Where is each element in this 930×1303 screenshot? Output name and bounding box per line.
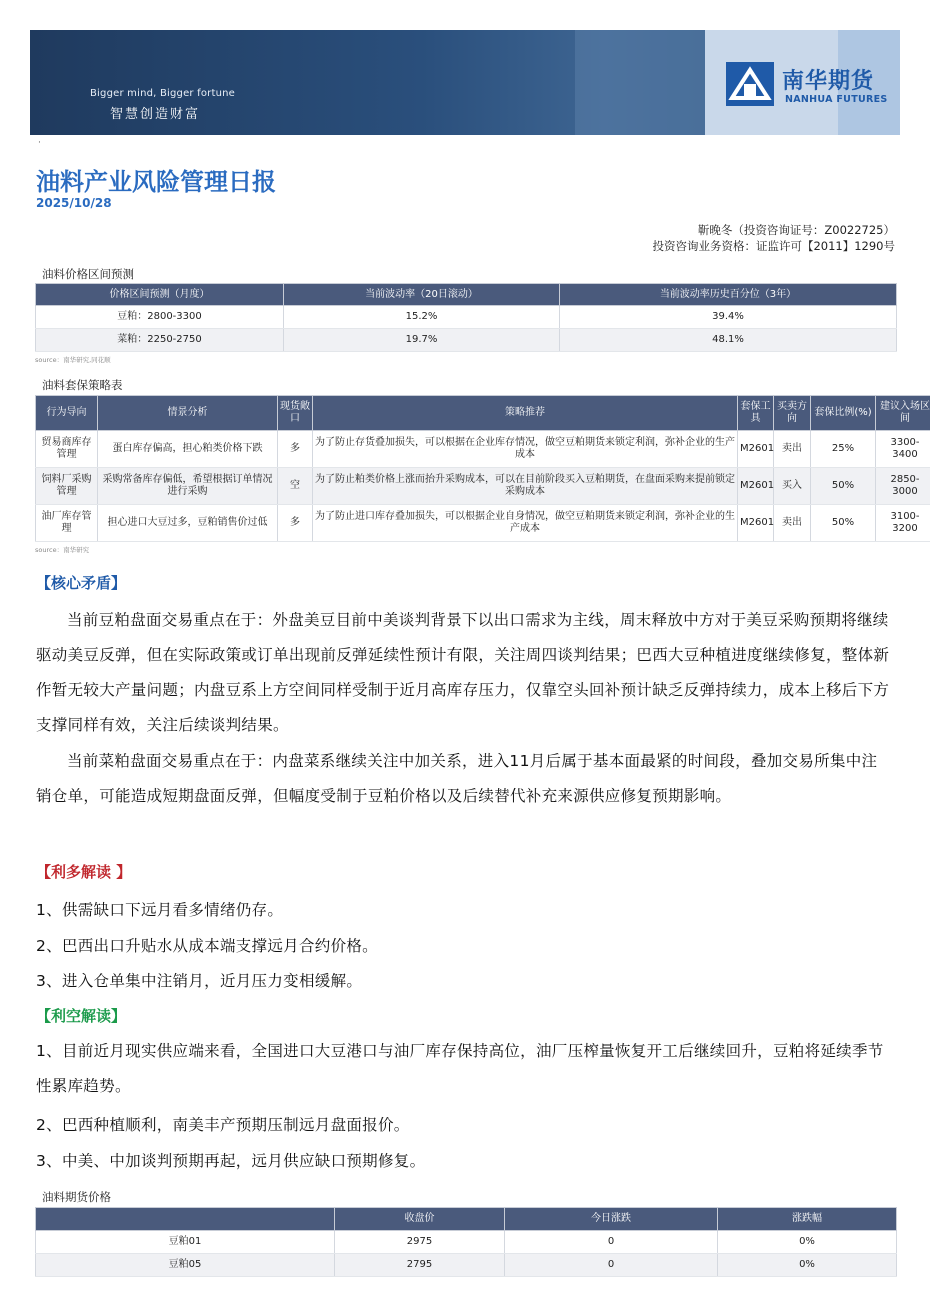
slogan-chinese: 智慧创造财富 <box>110 107 201 122</box>
company-name-cn: 南华期货 <box>782 69 875 94</box>
table-cell: 豆粕：2800-3300 <box>36 306 284 329</box>
nanhua-logo-icon <box>726 62 774 106</box>
bull-item: 1、供需缺口下远月看多情绪仍存。 <box>36 901 284 919</box>
core-paragraph-1: 当前豆粕盘面交易重点在于：外盘美豆目前中美谈判背景下以出口需求为主线，周末释放中方对于美豆采购预期将继续驱动美豆反弹，但在实际政策或订单出现前反弹延续性预计有限，关注周四谈判结果；巴西大豆种植进度继续修复，整体新作暂无较大产量问题；内盘豆系上方空间同样受制于近月高库存压力，仅靠空头回补预计缺乏反弹持续力，成本上移后下方支撑同样有效，关注后续谈判结果。 <box>36 611 890 734</box>
column-header: 现货敞口 <box>278 396 313 431</box>
bear-heading: 【利空解读】 <box>36 1007 127 1025</box>
column-header: 建议入场区间 <box>876 396 930 431</box>
table-cell: 2850-3000 <box>876 468 930 505</box>
bear-item: 1、目前近月现实供应端来看，全国进口大豆港口与油厂库存保持高位，油厂压榨量恢复开工后继续回升，豆粕将延续季节性累库趋势。 <box>36 1042 884 1095</box>
column-header: 当前波动率（20日滚动） <box>284 284 560 306</box>
table-row <box>36 505 930 542</box>
table-cell: 豆粕01 <box>36 1231 335 1254</box>
table-cell: 19.7% <box>284 329 560 352</box>
column-header: 价格区间预测（月度） <box>36 284 284 306</box>
table-cell: 贸易商库存管理 <box>36 431 98 468</box>
table-cell: 3100-3200 <box>876 505 930 542</box>
table-row <box>36 306 897 329</box>
price-range-table <box>35 283 897 352</box>
table-row <box>36 431 930 468</box>
table-cell: 为了防止存货叠加损失，可以根据在企业库存情况，做空豆粕期货来锁定利润，弥补企业的生产成本 <box>313 431 738 468</box>
column-header: 买卖方向 <box>774 396 811 431</box>
table-cell: 3300-3400 <box>876 431 930 468</box>
table-cell: 多 <box>278 505 313 542</box>
table-cell: M2601 <box>738 468 774 505</box>
core-paragraph-2: 当前菜粕盘面交易重点在于：内盘菜系继续关注中加关系，进入11月后属于基本面最紧的时间段，叠加交易所集中注销仓单，可能造成短期盘面反弹，但幅度受制于豆粕价格以及后续替代补充来源供应修复预期影响。 <box>36 752 878 805</box>
table-row <box>36 329 897 352</box>
slogan-english: Bigger mind, Bigger fortune <box>90 88 236 99</box>
table-cell: 50% <box>811 505 876 542</box>
table-cell: 0% <box>718 1254 897 1277</box>
table-row <box>36 1231 897 1254</box>
report-title: 油料产业风险管理日报 <box>36 168 276 196</box>
banner-band <box>575 30 705 135</box>
table-cell: 48.1% <box>560 329 897 352</box>
header-banner <box>30 30 900 135</box>
bullet-dot: · <box>38 138 41 148</box>
report-date: 2025/10/28 <box>36 196 112 210</box>
core-heading: 【核心矛盾】 <box>36 574 127 592</box>
table-cell: 菜粕：2250-2750 <box>36 329 284 352</box>
table-cell: 多 <box>278 431 313 468</box>
column-header: 策略推荐 <box>313 396 738 431</box>
table-cell: 50% <box>811 468 876 505</box>
table-cell: 空 <box>278 468 313 505</box>
table-cell: 饲料厂采购管理 <box>36 468 98 505</box>
table-header-row <box>36 284 897 306</box>
table-cell: 0 <box>505 1254 718 1277</box>
table-cell: 0 <box>505 1231 718 1254</box>
table-cell: M2601 <box>738 431 774 468</box>
bear-item: 2、巴西种植顺利，南美丰产预期压制远月盘面报价。 <box>36 1116 410 1134</box>
company-name-en: NANHUA FUTURES <box>785 94 888 105</box>
table-cell: 买入 <box>774 468 811 505</box>
column-header: 涨跌幅 <box>718 1208 897 1231</box>
table-cell: 采购常备库存偏低，希望根据订单情况进行采购 <box>98 468 278 505</box>
table-cell: 卖出 <box>774 431 811 468</box>
hedge-strategy-table <box>35 395 930 542</box>
bull-item: 2、巴西出口升贴水从成本端支撑远月合约价格。 <box>36 937 378 955</box>
table-cell: 2975 <box>335 1231 505 1254</box>
bull-heading: 【利多解读 】 <box>36 863 132 881</box>
column-header <box>36 1208 335 1231</box>
futures-price-table <box>35 1207 897 1277</box>
table-row <box>36 468 930 505</box>
bear-item: 3、中美、中加谈判预期再起，远月供应缺口预期修复。 <box>36 1152 426 1170</box>
table-cell: 油厂库存管理 <box>36 505 98 542</box>
column-header: 套保工具 <box>738 396 774 431</box>
source-note: source：南华研究 <box>35 546 90 554</box>
column-header: 当前波动率历史百分位（3年） <box>560 284 897 306</box>
table-cell: 25% <box>811 431 876 468</box>
license-line: 投资咨询业务资格：证监许可【2011】1290号 <box>652 239 895 253</box>
column-header: 今日涨跌 <box>505 1208 718 1231</box>
table-cell: M2601 <box>738 505 774 542</box>
table-cell: 豆粕05 <box>36 1254 335 1277</box>
table-header-row <box>36 1208 897 1231</box>
bull-item: 3、进入仓单集中注销月，近月压力变相缓解。 <box>36 972 363 990</box>
table-cell: 2795 <box>335 1254 505 1277</box>
column-header: 情景分析 <box>98 396 278 431</box>
table-cell: 蛋白库存偏高，担心粕类价格下跌 <box>98 431 278 468</box>
price-range-label: 油料价格区间预测 <box>42 267 134 281</box>
table-header-row <box>36 396 930 431</box>
table-cell: 卖出 <box>774 505 811 542</box>
table-cell: 担心进口大豆过多，豆粕销售价过低 <box>98 505 278 542</box>
author-line: 靳晚冬（投资咨询证号：Z0022725） <box>697 223 895 237</box>
hedge-table-label: 油料套保策略表 <box>42 378 123 392</box>
source-note: source：南华研究,同花顺 <box>35 356 111 364</box>
column-header: 套保比例(%) <box>811 396 876 431</box>
column-header: 收盘价 <box>335 1208 505 1231</box>
table-row <box>36 1254 897 1277</box>
table-cell: 15.2% <box>284 306 560 329</box>
column-header: 行为导向 <box>36 396 98 431</box>
table-cell: 为了防止进口库存叠加损失，可以根据企业自身情况，做空豆粕期货来锁定利润，弥补企业的生产成本 <box>313 505 738 542</box>
table-cell: 为了防止粕类价格上涨而抬升采购成本，可以在目前阶段买入豆粕期货，在盘面采购来提前锁定采购成本 <box>313 468 738 505</box>
table-cell: 0% <box>718 1231 897 1254</box>
table-cell: 39.4% <box>560 306 897 329</box>
futures-table-label: 油料期货价格 <box>42 1190 111 1204</box>
